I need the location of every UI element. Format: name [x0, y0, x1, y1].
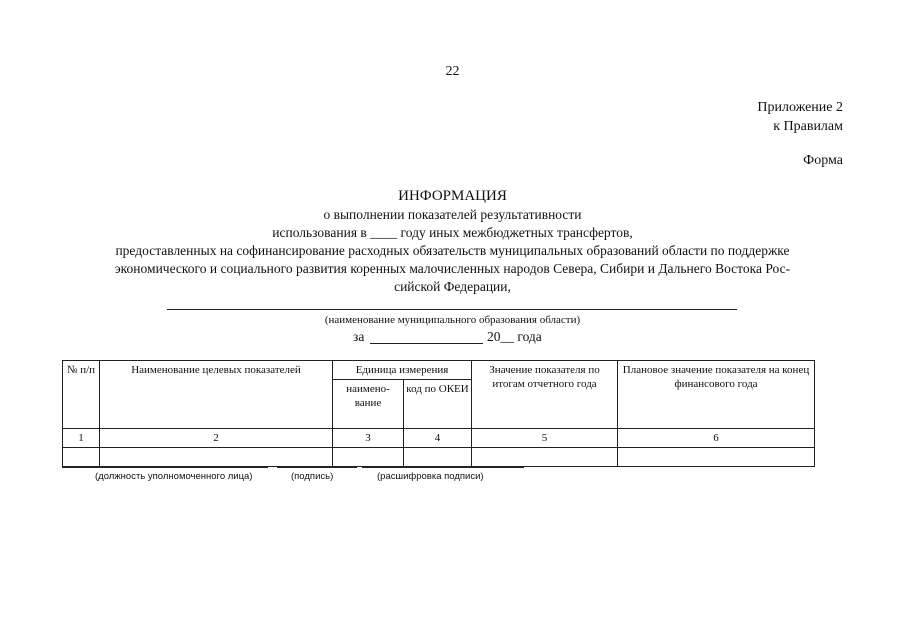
- table-row: [63, 448, 815, 467]
- municipality-caption: (наименование муниципального образования области): [324, 314, 581, 326]
- table-cell[interactable]: [618, 448, 815, 467]
- column-number-6: 6: [618, 429, 815, 448]
- decoding-caption: (расшифровка подписи): [377, 471, 484, 482]
- title-line-1: о выполнении показателей результативности: [323, 207, 582, 222]
- column-number-1: 1: [63, 429, 100, 448]
- appendix-number: Приложение 2: [757, 100, 843, 115]
- form-label: Форма: [803, 153, 843, 168]
- document-heading: ИНФОРМАЦИЯ: [398, 188, 507, 204]
- table-cell[interactable]: [100, 448, 333, 467]
- header-planned-value: Плановое значение показателя на конец финансового года: [618, 361, 815, 429]
- header-unit-code: код по ОКЕИ: [404, 380, 472, 429]
- title-line-4: экономического и социального развития коренных малочисленных народов Севера, Сибири и Дальнего Востока Рос-: [114, 261, 791, 276]
- period-blank-line: [370, 343, 483, 344]
- appendix-rules: к Правилам: [773, 119, 843, 134]
- table-cell[interactable]: [404, 448, 472, 467]
- table-cell[interactable]: [333, 448, 404, 467]
- signature-line: [277, 467, 357, 468]
- indicators-table: [62, 360, 815, 467]
- header-unit-group: Единица измерения: [333, 361, 472, 380]
- position-caption: (должность уполномоченного лица): [95, 471, 253, 482]
- table-cell[interactable]: [472, 448, 618, 467]
- period-prefix: за: [353, 329, 365, 344]
- header-report-value: Значение показателя по итогам отчетного года: [472, 361, 618, 429]
- period-year: 20__ года: [487, 329, 542, 344]
- table-cell[interactable]: [63, 448, 100, 467]
- header-indicator-name: Наименование целевых показателей: [100, 361, 333, 429]
- page-number: 22: [445, 64, 460, 79]
- decoding-line: [362, 467, 524, 468]
- municipality-name-line: [167, 309, 737, 310]
- column-number-3: 3: [333, 429, 404, 448]
- header-unit-name: наимено-вание: [333, 380, 404, 429]
- title-line-5: сийской Федерации,: [394, 279, 511, 294]
- header-number: № п/п: [63, 361, 100, 429]
- position-line: [62, 467, 268, 468]
- column-number-2: 2: [100, 429, 333, 448]
- title-line-2: использования в ____ году иных межбюджетных трансфертов,: [272, 225, 633, 240]
- signature-caption: (подпись): [291, 471, 334, 482]
- column-number-4: 4: [404, 429, 472, 448]
- column-number-5: 5: [472, 429, 618, 448]
- title-line-3: предоставленных на софинансирование расходных обязательств муниципальных образований области по поддержке: [115, 243, 790, 258]
